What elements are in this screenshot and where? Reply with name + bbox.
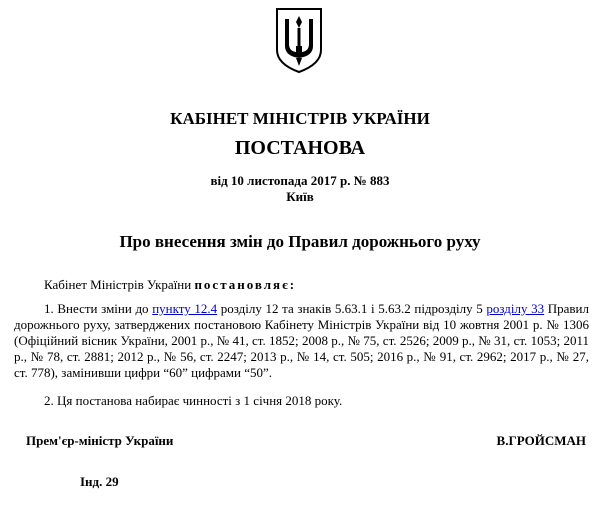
link-point-12-4[interactable]: пункту 12.4 — [152, 301, 218, 316]
ukraine-trident-emblem-icon — [274, 6, 324, 74]
paragraph-2: 2. Ця постанова набирає чинності з 1 січня 2018 року. — [44, 393, 343, 408]
intro-text: Кабінет Міністрів України — [44, 277, 195, 292]
paragraph-1 — [14, 301, 589, 381]
intro-paragraph — [44, 277, 584, 293]
document-city: Київ — [286, 189, 314, 204]
paragraph-1-text-a: 1. Внести зміни до — [44, 301, 153, 316]
intro-decides: постановляє: — [194, 277, 297, 292]
paragraph-1-text-b: розділу 12 та знаків 5.63.1 і 5.63.2 підрозділу 5 — [217, 301, 487, 316]
document-date: від 10 листопада 2017 р. № 883 — [210, 173, 390, 188]
link-section-33[interactable]: розділу 33 — [486, 301, 545, 316]
paragraph-1-text-c: Правил дорожнього руху, затверджених постановою Кабінету Міністрів України від 10 жовтня 2001 р. № 1306 (Офіційний вісник України, 2001 р., № 41, ст. 1852; 2008 р., № 75, ст. 2526; 2009 р., № 31, ст. 1053; 2011 р., № 78, ст. 2881; 2012 р., № 56, ст. 2247; 2013 р., № 14, ст. 505; 2016 р., № 91, ст. 2962; 2017 р., № 27, ст. 778), замінивши цифри “60” цифрами “50”. — [14, 301, 590, 380]
signature-position: Прем'єр-міністр України — [26, 433, 174, 448]
document-type-heading: ПОСТАНОВА — [234, 137, 366, 159]
signature-name: В.ГРОЙСМАН — [496, 433, 586, 448]
document-index: Інд. 29 — [80, 474, 119, 489]
cabinet-heading: КАБІНЕТ МІНІСТРІВ УКРАЇНИ — [170, 109, 430, 128]
document-title: Про внесення змін до Правил дорожнього руху — [119, 232, 481, 251]
